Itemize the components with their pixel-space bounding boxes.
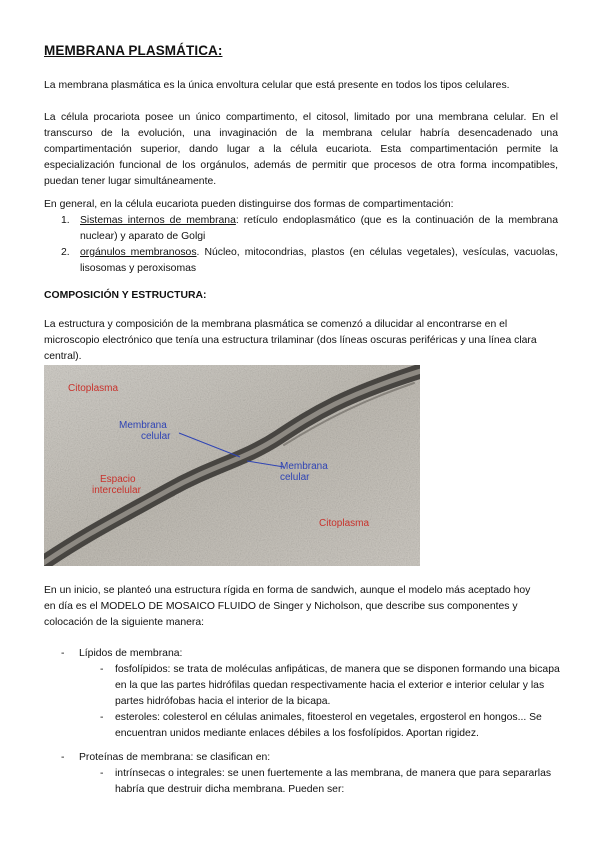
proteinas-label: Proteínas de membrana: se clasifican en: <box>79 752 271 763</box>
list-term: orgánulos membranosos <box>80 247 197 258</box>
dash-marker: - <box>100 768 104 779</box>
list-item <box>44 245 558 277</box>
page-title: MEMBRANA PLASMÁTICA: <box>44 43 223 58</box>
esteroles-text: esteroles: colesterol en células animales, fitoesterol en vegetales, ergosterol en hongos... Se encuentran unidos mediante enlaces débiles a los fosfolípidos. Aportan rigidez. <box>115 712 542 739</box>
dash-marker: - <box>100 664 104 675</box>
lipidos-label: Lípidos de membrana: <box>79 648 183 659</box>
dash-marker: - <box>61 752 65 763</box>
label-membrana-1-line1: Membrana <box>119 420 167 431</box>
list-item <box>44 710 564 742</box>
label-membrana-2-line2: celular <box>280 472 310 483</box>
label-espacio-line1: Espacio <box>100 474 136 485</box>
label-membrana-2-line1: Membrana <box>280 461 328 472</box>
list-text: . Núcleo, mitocondrias, plastos (en células vegetales), vesículas, vacuolas, lisosomas y peroxisomas <box>80 247 559 274</box>
label-membrana-1 <box>119 420 170 442</box>
fosfolipidos-text: fosfolípidos: se trata de moléculas anfipáticas, de manera que se disponen formando una bicapa en la que las partes hidrófilas quedan respectivamente hacia el exterior e interior celular y las partes hidrófobas hacia el interior de la bicapa. <box>115 664 560 707</box>
compartment-list <box>44 213 558 277</box>
lipidos-section <box>44 646 564 742</box>
list-text: : retículo endoplasmático (que es la continuación de la membrana nuclear) y aparato de Golgi <box>80 215 558 242</box>
proteinas-section <box>44 750 564 798</box>
label-citoplasma-bottom: Citoplasma <box>319 518 370 529</box>
list-item <box>44 662 564 710</box>
label-membrana-2 <box>280 461 328 483</box>
modelo-paragraph: En un inicio, se planteó una estructura rígida en forma de sandwich, aunque el modelo más aceptado hoy en día es el MODELO DE MOSAICO FLUIDO de Singer y Nicholson, que describe sus componentes y colocación de la siguiente manera: <box>44 585 531 628</box>
list-item <box>44 213 558 245</box>
label-espacio <box>92 474 141 496</box>
label-membrana-1-line2: celular <box>141 431 171 442</box>
micrograph-image <box>44 365 420 566</box>
compartment-intro: En general, en la célula eucariota pueden distinguirse dos formas de compartimentación: <box>44 199 454 210</box>
list-item <box>44 766 564 798</box>
estructura-paragraph: La estructura y composición de la membrana plasmática se comenzó a dilucidar al encontrarse en el microscopio electrónico que tenía una estructura trilaminar (dos líneas oscuras periféricas y una línea clara central). <box>44 319 537 362</box>
list-term: Sistemas internos de membrana <box>80 215 236 226</box>
list-number: 1. <box>61 215 70 226</box>
list-number: 2. <box>61 247 70 258</box>
section-heading: COMPOSICIÓN Y ESTRUCTURA: <box>44 290 207 301</box>
electron-micrograph <box>44 365 420 566</box>
intro-paragraph: La membrana plasmática es la única envoltura celular que está presente en todos los tipos celulares. <box>44 80 510 91</box>
dash-marker: - <box>61 648 65 659</box>
list-item <box>44 750 564 766</box>
label-espacio-line2: intercelular <box>92 485 141 496</box>
dash-marker: - <box>100 712 104 723</box>
list-item <box>44 646 564 662</box>
intrinsecas-text: intrínsecas o integrales: se unen fuertemente a las membrana, de manera que para separarlas habría que destruir dicha membrana. Pueden ser: <box>115 768 552 795</box>
label-citoplasma-top: Citoplasma <box>68 383 119 394</box>
procariota-paragraph: La célula procariota posee un único compartimento, el citosol, limitado por una membrana celular. En el transcurso de la evolución, una invaginación de la membrana celular habría desencadenado una compartimentación superior, dando lugar a la célula eucariota. Esta compartimentación permite la especialización funcional de los orgánulos, además de permitir que procesos de otra forma incompatibles, puedan tener lugar simultáneamente. <box>44 112 558 187</box>
